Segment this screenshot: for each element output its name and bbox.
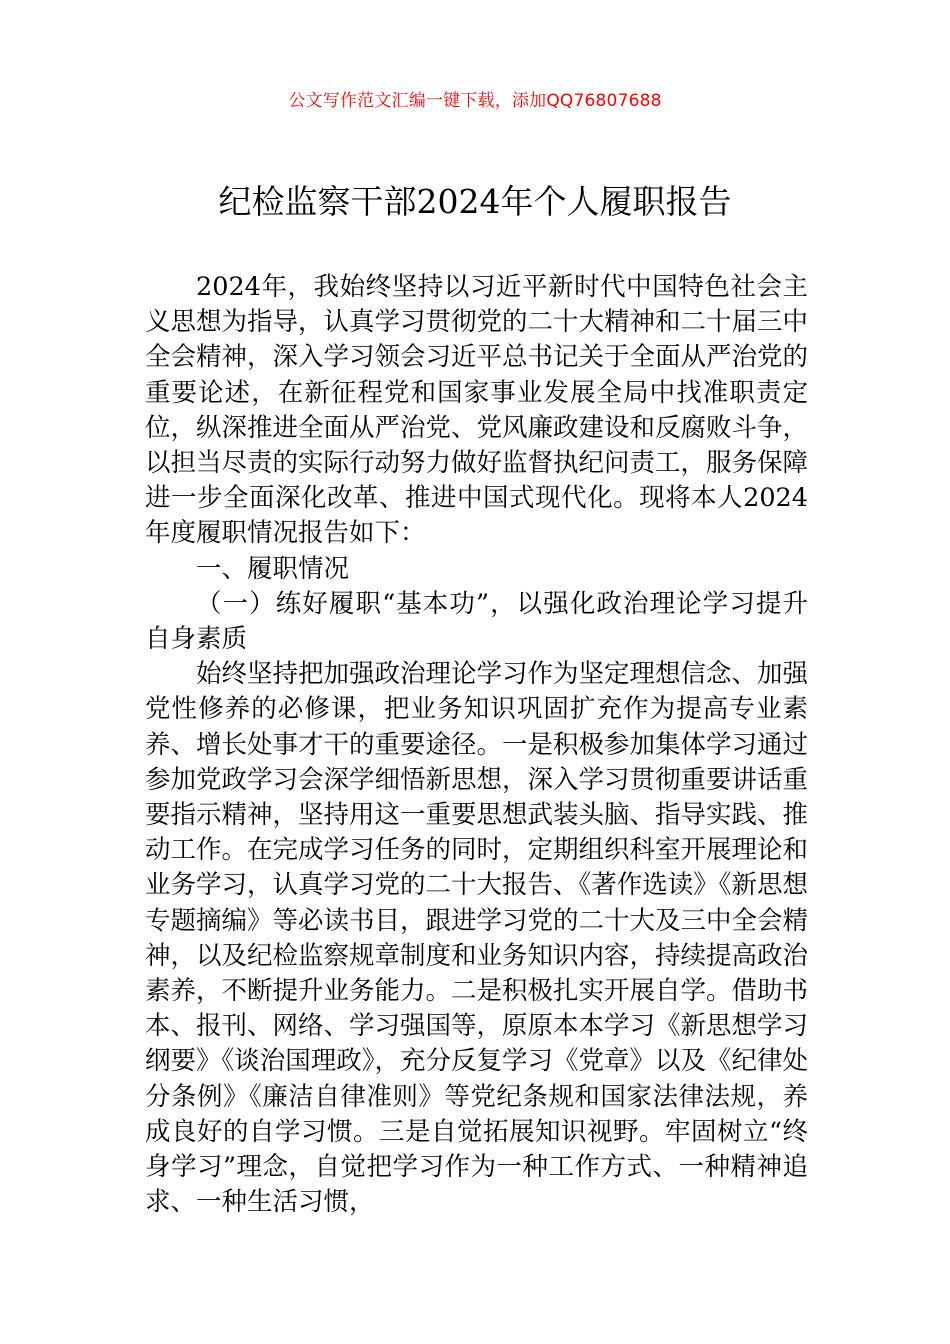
document-title: 纪检监察干部2024年个人履职报告 bbox=[218, 182, 732, 221]
body-paragraph: 始终坚持把加强政治理论学习作为坚定理想信念、加强党性修养的必修课，把业务知识巩固扩充作为提高专业素养、增长处事才干的重要途径。一是积极参加集体学习通过参加党政学习会深学细悟新思想，深入学习贯彻重要讲话重要指示精神，坚持用这一重要思想武装头脑、指导实践、推动工作。在完成学习任务的同时，定期组织科室开展理论和业务学习，认真学习党的二十大报告、《著作选读》《新思想专题摘编》等必读书目，跟进学习党的二十大及三中全会精神，以及纪检监察规章制度和业务知识内容，持续提高政治素养，不断提升业务能力。二是积极扎实开展自学。借助书本、报刊、网络、学习强国等，原原本本学习《新思想学习纲要》《谈治国理政》，充分反复学习《党章》以及《纪律处分条例》《廉洁自律准则》等党纪条规和国家法律法规，养成良好的自学习惯。三是自觉拓展知识视野。牢固树立“终身学习”理念，自觉把学习作为一种工作方式、一种精神追求、一种生活习惯， bbox=[145, 659, 809, 1218]
intro-paragraph: 2024年，我始终坚持以习近平新时代中国特色社会主义思想为指导，认真学习贯彻党的二十大精神和二十届三中全会精神，深入学习领会习近平总书记关于全面从严治党的重要论述，在新征程党和国家事业发展全局中找准职责定位，纵深推进全面从严治党、党风廉政建设和反腐败斗争，以担当尽责的实际行动努力做好监督执纪问责工，服务保障进一步全面深化改革、推进中国式现代化。现将本人2024年度履职情况报告如下： bbox=[145, 272, 809, 549]
promo-watermark: 公文写作范文汇编一键下载，添加QQ76807688 bbox=[288, 91, 662, 111]
document-body bbox=[145, 270, 808, 1220]
section-heading-1: 一、履职情况 bbox=[196, 553, 350, 584]
subsection-heading-1: （一）练好履职“基本功”，以强化政治理论学习提升自身素质 bbox=[145, 588, 808, 655]
